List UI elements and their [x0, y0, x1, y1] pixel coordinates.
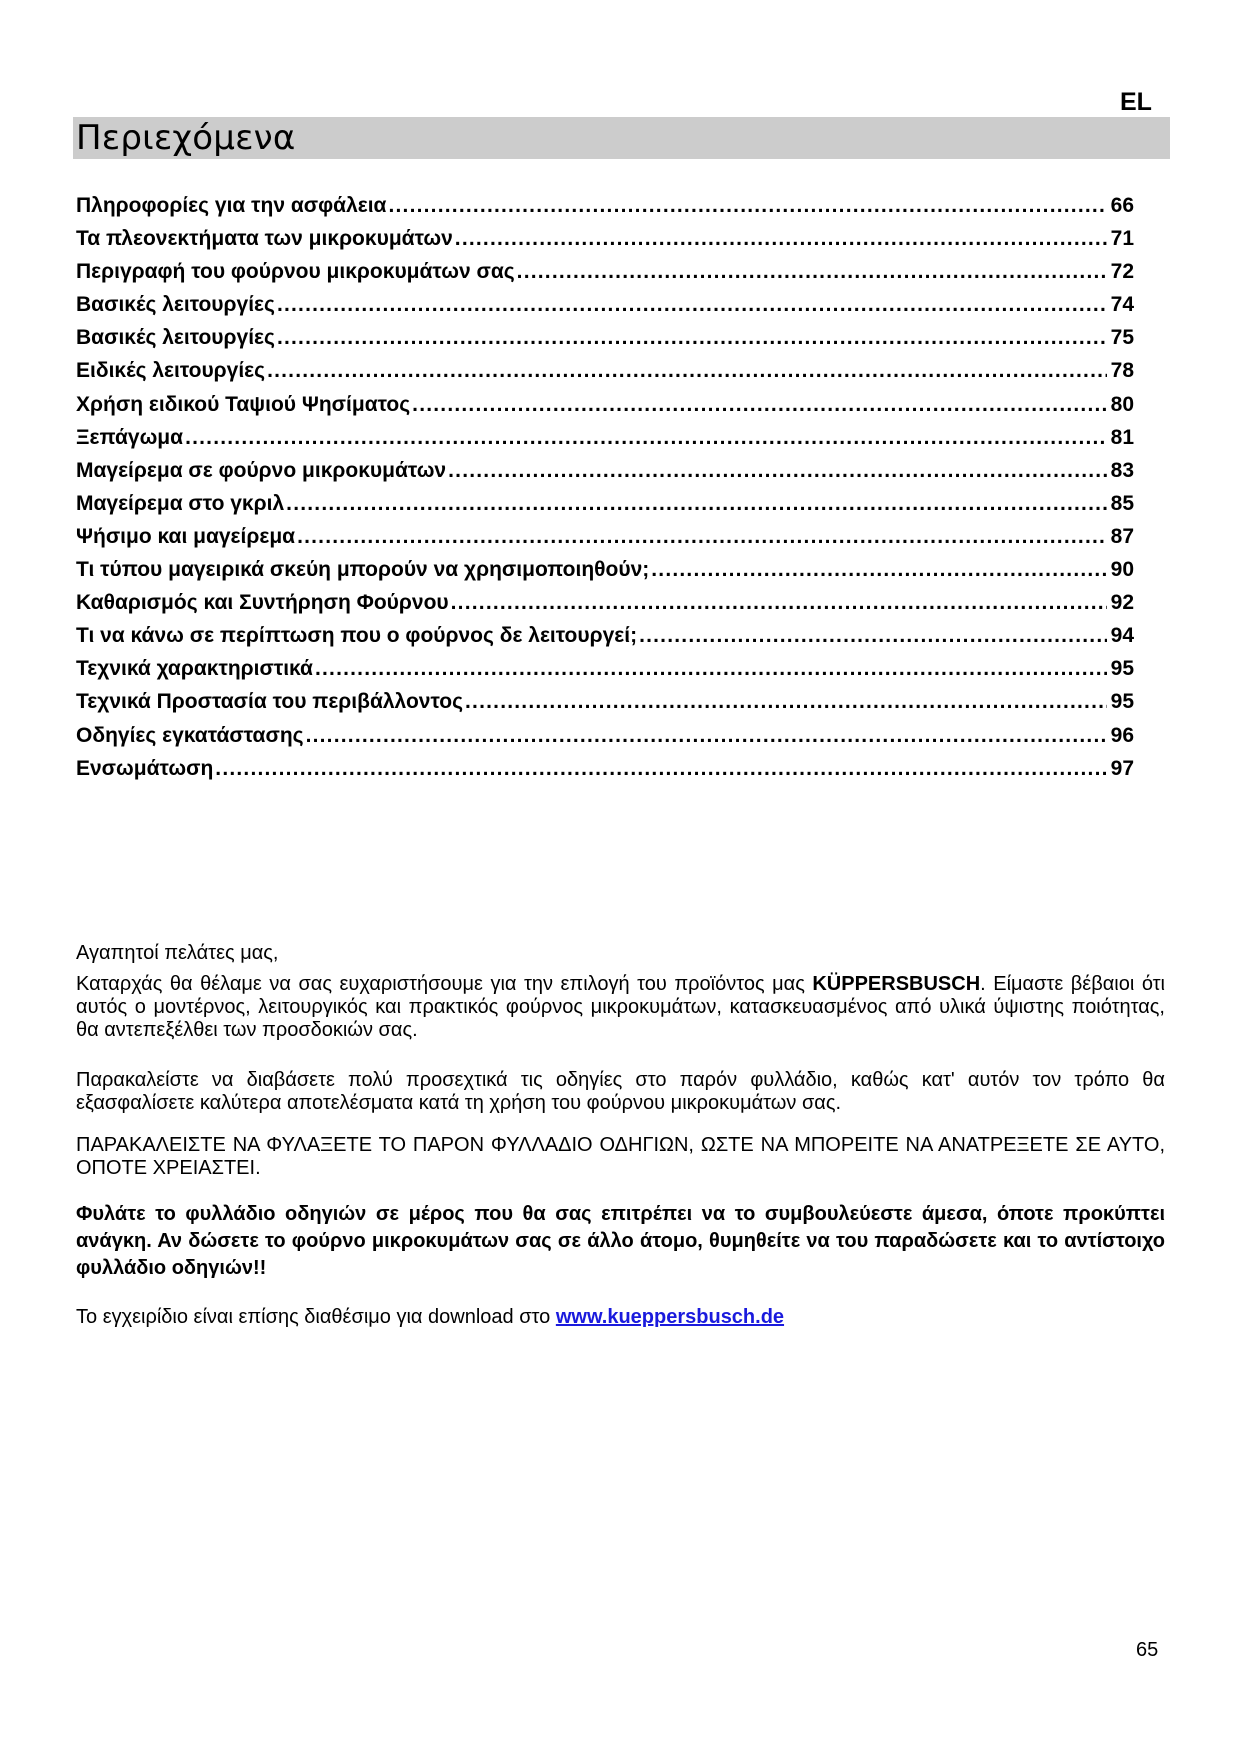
toc-entry-page: 92 [1110, 591, 1134, 615]
download-paragraph [76, 1306, 1165, 1329]
toc-leader-dots [455, 227, 1107, 251]
toc-entry-page: 95 [1110, 690, 1134, 714]
toc-entry[interactable] [76, 293, 1134, 326]
toc-leader-dots [267, 359, 1107, 383]
toc-leader-dots [388, 194, 1107, 218]
toc-leader-dots [297, 525, 1107, 549]
keep-manual-bold-paragraph: Φυλάτε το φυλλάδιο οδηγιών σε μέρος που θα σας επιτρέπει να το συμβουλεύεστε άμεσα, όποτε προκύπτει ανάγκη. Αν δώσετε το φούρνο μικροκυμάτων σας σε άλλο άτομο, θυμηθείτε να του παραδώσετε και το αντίστοιχο φυλλάδιο οδηγιών!! [76, 1203, 1165, 1279]
toc-entry-page: 85 [1110, 491, 1134, 515]
toc-entry-title: Μαγείρεμα στο γκριλ [76, 491, 285, 515]
toc-entry[interactable] [76, 426, 1134, 459]
toc-leader-dots [465, 690, 1107, 714]
toc-entry-page: 75 [1110, 326, 1134, 350]
toc-entry-title: Χρήση ειδικού Ταψιού Ψησίματος [76, 392, 411, 416]
toc-entry-title: Ειδικές λειτουργίες [76, 359, 266, 383]
brand-name: KÜPPERSBUSCH [812, 973, 981, 995]
toc-entry-title: Τεχνικά χαρακτηριστικά [76, 657, 313, 681]
toc-entry[interactable] [76, 657, 1134, 690]
toc-entry-page: 66 [1110, 194, 1134, 217]
toc-leader-dots [448, 459, 1107, 483]
toc-entry-title: Ξεπάγωμα [76, 425, 184, 449]
toc-entry-title: Τι τύπου μαγειρικά σκεύη μπορούν να χρησιμοποιηθούν; [76, 558, 650, 582]
toc-entry[interactable] [76, 326, 1134, 359]
download-text: Το εγχειρίδιο είναι επίσης διαθέσιμο για download στο [76, 1306, 556, 1328]
toc-leader-dots [517, 260, 1107, 284]
toc-entry-page: 74 [1110, 293, 1134, 317]
toc-leader-dots [412, 393, 1107, 417]
keep-manual-uppercase-paragraph: ΠΑΡΑΚΑΛΕΙΣΤΕ ΝΑ ΦΥΛΑΞΕΤΕ ΤΟ ΠΑΡΟΝ ΦΥΛΛΑΔΙΟ ΟΔΗΓΙΩΝ, ΩΣΤΕ ΝΑ ΜΠΟΡΕΙΤΕ ΝΑ ΑΝΑΤΡΕΞΕΤΕ ΣΕ ΑΥΤΟ, ΟΠΟΤΕ ΧΡΕΙΑΣΤΕΙ. [76, 1134, 1165, 1179]
table-of-contents [76, 194, 1134, 790]
toc-entry-page: 71 [1110, 227, 1134, 251]
toc-entry[interactable] [76, 393, 1134, 426]
toc-entry-title: Πληροφορίες για την ασφάλεια [76, 194, 387, 217]
toc-leader-dots [286, 492, 1107, 516]
toc-entry[interactable] [76, 227, 1134, 260]
toc-entry[interactable] [76, 690, 1134, 723]
toc-entry-title: Βασικές λειτουργίες [76, 293, 275, 317]
toc-entry-page: 90 [1110, 558, 1134, 582]
toc-entry[interactable] [76, 459, 1134, 492]
language-code: EL [1120, 88, 1152, 116]
thank-you-text: Καταρχάς θα θέλαμε να σας ευχαριστήσουμε για την επιλογή του προϊόντος μας [76, 973, 813, 995]
toc-entry[interactable] [76, 525, 1134, 558]
toc-entry-title: Τεχνικά Προστασία του περιβάλλοντος [76, 690, 464, 714]
thank-you-text-continued: . Είμαστε βέβαιοι ότι αυτός ο μοντέρνος, λειτουργικός και πρακτικός φούρνος μικροκυμάτων, κατασκευασμένος από υλικά ύψιστης ποιότητας, θα αντεπεξέλθει των προσδοκιών σας. [76, 973, 1166, 1041]
toc-entry[interactable] [76, 624, 1134, 657]
toc-entry-title: Ενσωμάτωση [76, 756, 214, 780]
toc-leader-dots [306, 724, 1107, 748]
toc-leader-dots [315, 657, 1107, 681]
toc-entry-title: Οδηγίες εγκατάστασης [76, 723, 304, 747]
toc-entry[interactable] [76, 492, 1134, 525]
toc-entry[interactable] [76, 724, 1134, 757]
toc-leader-dots [277, 293, 1107, 317]
toc-entry[interactable] [76, 757, 1134, 790]
toc-entry-title: Καθαρισμός και Συντήρηση Φούρνου [76, 591, 449, 615]
toc-entry-page: 87 [1110, 524, 1134, 548]
toc-leader-dots [639, 624, 1107, 648]
toc-entry[interactable] [76, 194, 1134, 227]
toc-leader-dots [215, 757, 1107, 781]
page-title: Περιεχόμενα [76, 118, 296, 158]
toc-leader-dots [277, 326, 1107, 350]
toc-entry-page: 97 [1110, 756, 1134, 780]
page-number: 65 [1136, 1639, 1159, 1661]
toc-entry-title: Μαγείρεμα σε φούρνο μικροκυμάτων [76, 458, 447, 482]
toc-entry-page: 81 [1110, 425, 1134, 449]
toc-entry-page: 83 [1110, 458, 1134, 482]
toc-entry[interactable] [76, 558, 1134, 591]
toc-entry[interactable] [76, 591, 1134, 624]
toc-entry-title: Τα πλεονεκτήματα των μικροκυμάτων [76, 227, 453, 251]
read-instructions-paragraph: Παρακαλείστε να διαβάσετε πολύ προσεχτικά τις οδηγίες στο παρόν φυλλάδιο, καθώς κατ' αυτόν τον τρόπο θα εξασφαλίσετε καλύτερα αποτελέσματα κατά τη χρήση του φούρνου μικροκυμάτων σας. [76, 1069, 1165, 1114]
toc-entry-title: Βασικές λειτουργίες [76, 326, 275, 350]
toc-entry[interactable] [76, 359, 1134, 392]
toc-entry-title: Περιγραφή του φούρνου μικροκυμάτων σας [76, 260, 515, 284]
toc-entry-title: Τι να κάνω σε περίπτωση που ο φούρνος δε λειτουργεί; [76, 624, 638, 648]
toc-entry-title: Ψήσιμο και μαγείρεμα [76, 524, 296, 548]
website-link[interactable]: www.kueppersbusch.de [555, 1306, 785, 1328]
toc-leader-dots [185, 426, 1107, 450]
toc-leader-dots [451, 591, 1107, 615]
greeting: Αγαπητοί πελάτες μας, [76, 942, 279, 964]
toc-entry-page: 95 [1110, 657, 1134, 681]
thank-you-paragraph [76, 973, 1165, 1042]
toc-entry-page: 72 [1110, 260, 1134, 284]
toc-entry-page: 80 [1110, 392, 1134, 416]
toc-entry[interactable] [76, 260, 1134, 293]
toc-leader-dots [651, 558, 1107, 582]
toc-entry-page: 94 [1110, 624, 1134, 648]
toc-entry-page: 96 [1110, 723, 1134, 747]
toc-entry-page: 78 [1110, 359, 1134, 383]
